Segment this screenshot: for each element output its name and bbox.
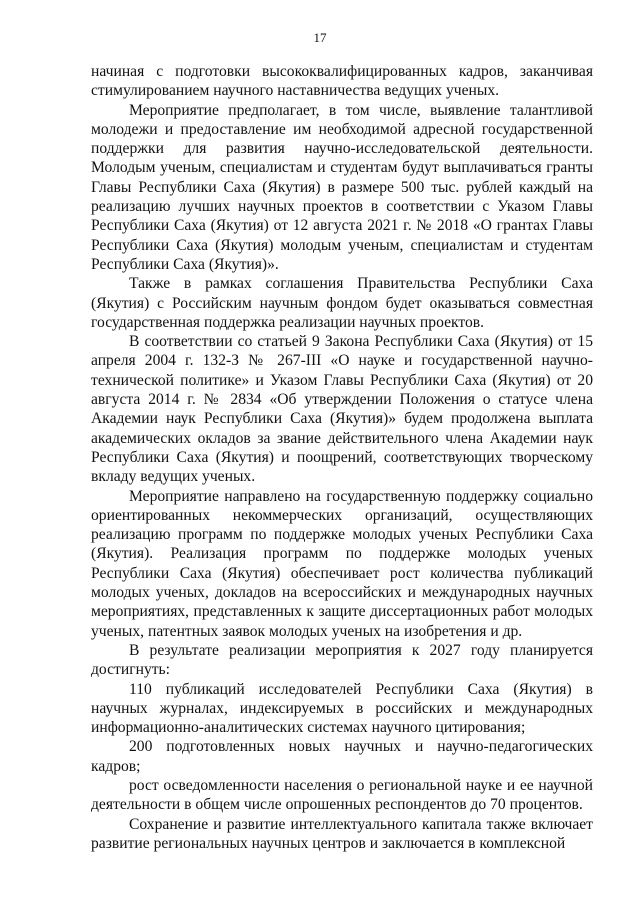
list-item: 110 публикаций исследователей Республики Саха (Якутия) в научных журналах, индексируемых в российских и международных информационно-аналитических системах научного цитирования; <box>91 680 593 737</box>
list-item: рост осведомленности населения о региональной науке и ее научной деятельности в общем числе опрошенных респондентов до 70 процентов. <box>91 776 593 814</box>
paragraph: Сохранение и развитие интеллектуального капитала также включает развитие региональных научных центров и заключается в комплексной <box>91 815 593 852</box>
paragraph: В результате реализации мероприятия к 2027 году планируется достигнуть: <box>91 641 593 679</box>
body-text <box>91 62 593 853</box>
paragraph: Мероприятие направлено на государственную поддержку социально ориентированных некоммерческих организаций, осуществляющих реализацию программ по поддержке молодых ученых Республики Саха (Якутия). Реализация программ по поддержке молодых ученых Республики Саха (Якутия) обеспечивает рост количества публикаций молодых ученых, докладов на всероссийских и международных научных мероприятиях, представленных к защите диссертационных работ молодых ученых, патентных заявок молодых ученых на изобретения и др. <box>91 487 593 640</box>
paragraph: В соответствии со статьей 9 Закона Республики Саха (Якутия) от 15 апреля 2004 г. 132-З № 267-III «О науке и государственной научно-технической политике» и Указом Главы Республики Саха (Якутия) от 20 августа 2014 г. № 2834 «Об утверждении Положения о статусе члена Академии наук Республики Саха (Якутия)» будем продолжена выплата академических окладов за звание действительного члена Академии наук Республики Саха (Якутия) и поощрений, соответствующих творческому вкладу ведущих ученых. <box>91 333 593 486</box>
page-number: 17 <box>313 30 327 45</box>
list-item: 200 подготовленных новых научных и научно-педагогических кадров; <box>91 738 593 775</box>
paragraph: Мероприятие предполагает, в том числе, выявление талантливой молодежи и предоставление им необходимой адресной государственной поддержки для развития научно-исследовательской деятельности. Молодым ученым, специалистам и студентам будут выплачиваться гранты Главы Республики Саха (Якутия) в размере 500 тыс. рублей каждый на реализацию лучших научных проектов в соответствии с Указом Главы Республики Саха (Якутия) от 12 августа 2021 г. № 2018 «О грантах Главы Республики Саха (Якутия) молодым ученым, специалистам и студентам Республики Саха (Якутия)». <box>91 101 593 273</box>
paragraph: Также в рамках соглашения Правительства Республики Саха (Якутия) с Российским научным фондом будет оказываться совместная государственная поддержка реализации научных проектов. <box>91 275 593 331</box>
paragraph: начиная с подготовки высококвалифицированных кадров, заканчивая стимулированием научного наставничества ведущих ученых. <box>91 63 593 100</box>
